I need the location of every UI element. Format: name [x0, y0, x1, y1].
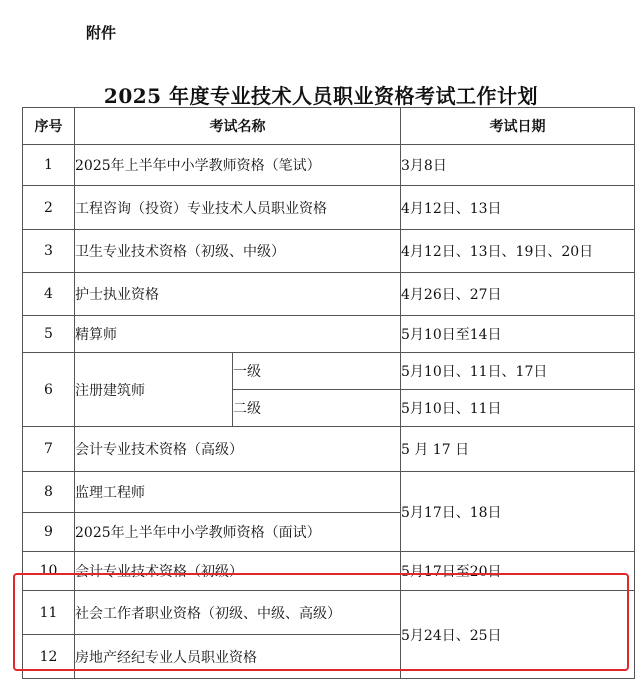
- row-number: 8: [23, 472, 75, 513]
- table-header-row: [23, 108, 635, 145]
- table-row: [23, 552, 635, 591]
- exam-date: 5 月 17 日: [401, 427, 635, 472]
- table-row: [23, 427, 635, 472]
- exam-date: 4月26日、27日: [401, 273, 635, 316]
- table-row: [23, 591, 635, 635]
- header-date: 考试日期: [401, 108, 635, 145]
- row-number: 6: [23, 353, 75, 427]
- document-title: 2025 年度专业技术人员职业资格考试工作计划: [103, 84, 539, 108]
- row-number: 5: [23, 316, 75, 353]
- row-number: 10: [23, 552, 75, 591]
- exam-name: 精算师: [75, 316, 401, 353]
- row-number: 9: [23, 513, 75, 552]
- exam-date: 5月10日至14日: [401, 316, 635, 353]
- exam-name: 会计专业技术资格（初级）: [75, 552, 401, 591]
- exam-name: 2025年上半年中小学教师资格（笔试）: [75, 145, 401, 186]
- table-row: [23, 316, 635, 353]
- exam-date: 3月8日: [401, 145, 635, 186]
- exam-name: 会计专业技术资格（高级）: [75, 427, 401, 472]
- exam-date: 5月10日、11日: [401, 390, 635, 427]
- row-number: 7: [23, 427, 75, 472]
- table-row: [23, 353, 635, 390]
- exam-level: 一级: [233, 353, 401, 390]
- exam-name: 工程咨询（投资）专业技术人员职业资格: [75, 186, 401, 230]
- exam-name: 卫生专业技术资格（初级、中级）: [75, 230, 401, 273]
- header-name: 考试名称: [75, 108, 401, 145]
- row-number: 11: [23, 591, 75, 635]
- row-number: 12: [23, 635, 75, 679]
- row-number: 2: [23, 186, 75, 230]
- table-row: [23, 186, 635, 230]
- exam-schedule-table: [22, 107, 635, 679]
- exam-date: 5月17日至20日: [401, 552, 635, 591]
- exam-date: 5月10日、11日、17日: [401, 353, 635, 390]
- table-row: [23, 273, 635, 316]
- header-no: 序号: [23, 108, 75, 145]
- row-number: 3: [23, 230, 75, 273]
- exam-name: 注册建筑师: [75, 353, 233, 427]
- exam-name: 监理工程师: [75, 472, 401, 513]
- exam-name: 房地产经纪专业人员职业资格: [75, 635, 401, 679]
- exam-date: 4月12日、13日、19日、20日: [401, 230, 635, 273]
- attachment-label: 附件: [86, 24, 117, 42]
- exam-name: 护士执业资格: [75, 273, 401, 316]
- row-number: 1: [23, 145, 75, 186]
- exam-date: 5月24日、25日: [401, 591, 635, 679]
- exam-date: 5月17日、18日: [401, 472, 635, 552]
- table-row: [23, 145, 635, 186]
- exam-name: 社会工作者职业资格（初级、中级、高级）: [75, 591, 401, 635]
- exam-level: 二级: [233, 390, 401, 427]
- exam-date: 4月12日、13日: [401, 186, 635, 230]
- table-row: [23, 230, 635, 273]
- table-row: [23, 472, 635, 513]
- row-number: 4: [23, 273, 75, 316]
- exam-name: 2025年上半年中小学教师资格（面试）: [75, 513, 401, 552]
